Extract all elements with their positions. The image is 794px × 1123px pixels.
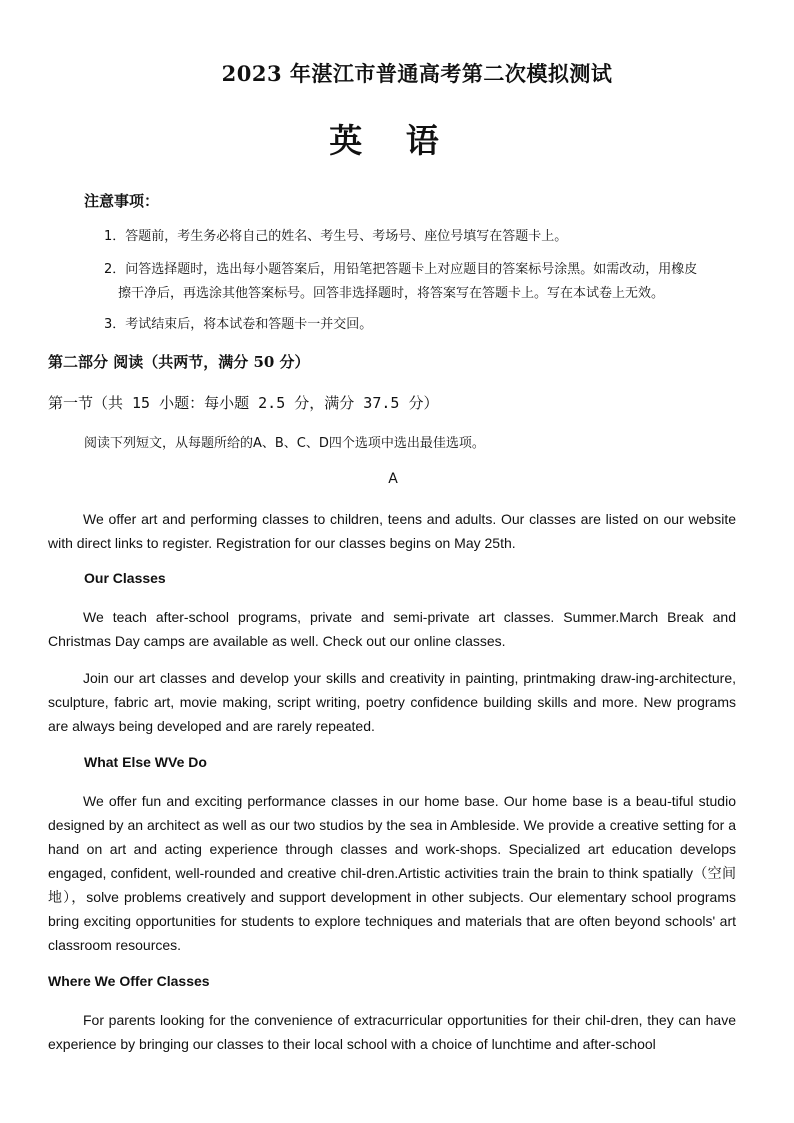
paragraph-what-else: We offer fun and exciting performance classes in our home base. Our home base is a beau-tiful studio designed by an architect as well as our two studios by the sea in Ambleside. We provide a creative setting for a hand on art and acting experience through classes and work-shops. Specialized art education develops engaged, confident, well-rounded and creative chil-dren.Artistic activities train the brain to think spatially（空间地），solve problems creatively and support development in other subjects. Our elementary school programs bring exciting opportunities for students to explore techniques and materials that are often beyond schools' art classroom resources. bbox=[48, 793, 736, 953]
notice-item-number: 2． bbox=[104, 262, 126, 277]
part-heading: 第二部分 阅读（共两节，满分 50 分） bbox=[48, 353, 310, 371]
section-heading-where: Where We Offer Classes bbox=[48, 973, 210, 989]
passage-intro: We offer art and performing classes to children, teens and adults. Our classes are listed on our website with direct links to register. Registration for our classes begins on May 25th. bbox=[48, 511, 736, 551]
paragraph-our-classes-1: We teach after-school programs, private and semi-private art classes. Summer.March Break and Christmas Day camps are available as well. Check out our online classes. bbox=[48, 609, 736, 649]
notice-item-3 bbox=[104, 313, 744, 337]
notice-item-text: 问答选择题时，选出每小题答案后，用铅笔把答题卡上对应题目的答案标号涂黑。如需改动，用橡皮 bbox=[125, 262, 698, 277]
exam-title: 2023 年湛江市普通高考第二次模拟测试 bbox=[221, 61, 613, 86]
paragraph-where: For parents looking for the convenience of extracurricular opportunities for their chil-dren, they can have experience by bringing our classes to their local school with a choice of lunchtime and after-school bbox=[48, 1012, 736, 1052]
notice-item-text: 答题前，考生务必将自己的姓名、考生号、考场号、座位号填写在答题卡上。 bbox=[125, 229, 568, 244]
notice-item-text-continued: 擦干净后，再选涂其他答案标号。回答非选择题时，将答案写在答题卡上。写在本试卷上无效。 bbox=[118, 286, 665, 301]
subject-title: 英 语 bbox=[329, 121, 455, 160]
section-heading: 第一节（共 15 小题：每小题 2.5 分，满分 37.5 分） bbox=[48, 394, 439, 412]
instruction: 阅读下列短文，从每题所给的A、B、C、D四个选项中选出最佳选项。 bbox=[84, 436, 485, 451]
notice-item-2 bbox=[104, 258, 744, 306]
notice-item-text: 考试结束后，将本试卷和答题卡一并交回。 bbox=[125, 317, 373, 332]
notice-item-number: 1． bbox=[104, 229, 126, 244]
notice-item-number: 3． bbox=[104, 317, 126, 332]
section-heading-our-classes: Our Classes bbox=[84, 570, 166, 586]
paragraph-our-classes-2: Join our art classes and develop your skills and creativity in painting, printmaking draw-ing-architecture, sculpture, fabric art, movie making, script writing, poetry confidence building skills and more. New programs are always being developed and are rarely repeated. bbox=[48, 670, 736, 734]
passage-label: A bbox=[388, 471, 398, 487]
notice-heading: 注意事项： bbox=[84, 192, 160, 210]
notice-item-1 bbox=[104, 225, 744, 249]
section-heading-what-else: What Else WVe Do bbox=[84, 754, 207, 770]
